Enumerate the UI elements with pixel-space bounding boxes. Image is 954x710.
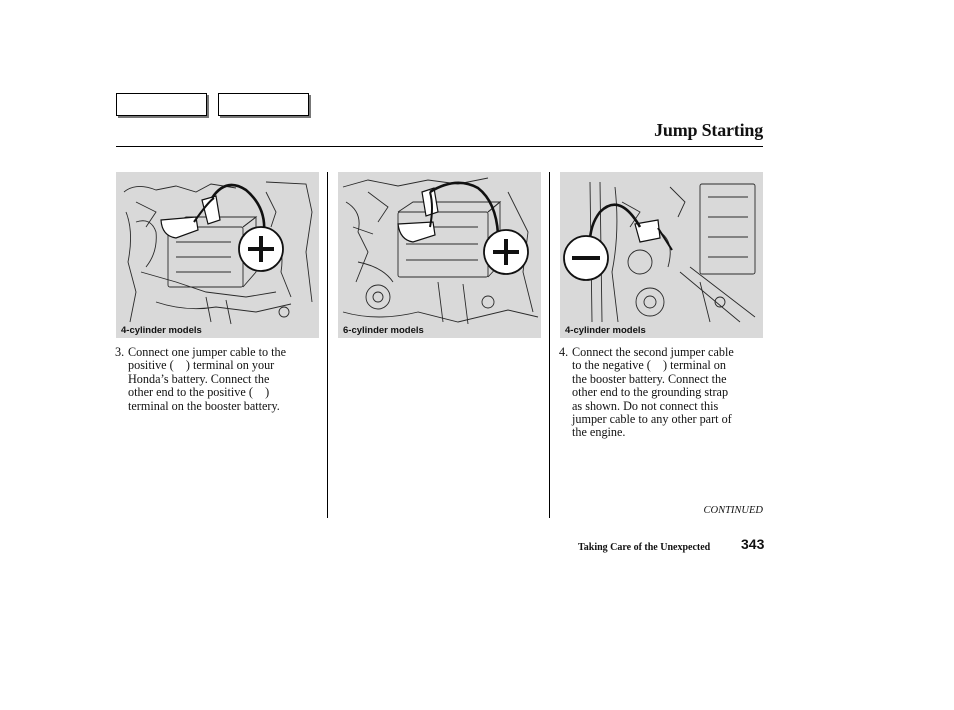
header-rule [116, 146, 763, 147]
continued-label: CONTINUED [703, 505, 763, 516]
step-line: the booster battery. Connect the [572, 371, 727, 386]
column-divider-2 [549, 172, 550, 518]
figure-caption: 4-cylinder models [565, 325, 646, 336]
step-line: the engine. [572, 425, 626, 440]
column-divider-1 [327, 172, 328, 518]
figure-4cyl-negative [560, 172, 763, 338]
step-3-instructions [115, 346, 320, 413]
nav-tab-2[interactable] [218, 93, 309, 116]
nav-tab-1[interactable] [116, 93, 207, 116]
figure-4cyl-positive [116, 172, 319, 338]
page-number: 343 [741, 536, 765, 552]
step-line: terminal on the booster battery. [128, 398, 280, 413]
figure-caption: 6-cylinder models [343, 325, 424, 336]
step-line: Connect one jumper cable to the [128, 345, 287, 359]
step-line: positive ( ) terminal on your [128, 358, 275, 373]
step-line: other end to the grounding strap [572, 385, 729, 400]
engine-illustration [116, 172, 319, 338]
step-line: as shown. Do not connect this [572, 398, 719, 413]
step-line: other end to the positive ( ) [128, 385, 270, 400]
step-line: jumper cable to any other part of [572, 412, 732, 427]
step-line: Honda’s battery. Connect the [128, 371, 270, 386]
footer-section-title: Taking Care of the Unexpected [578, 542, 711, 553]
figure-6cyl-positive [338, 172, 541, 338]
engine-illustration [560, 172, 763, 338]
step-line: Connect the second jumper cable [572, 345, 734, 359]
step-number: 3. [115, 345, 125, 359]
step-number: 4. [559, 345, 569, 359]
engine-illustration [338, 172, 541, 338]
step-line: to the negative ( ) terminal on [572, 358, 726, 373]
step-4-instructions [559, 346, 764, 440]
figure-caption: 4-cylinder models [121, 325, 202, 336]
page-title: Jump Starting [654, 120, 763, 140]
